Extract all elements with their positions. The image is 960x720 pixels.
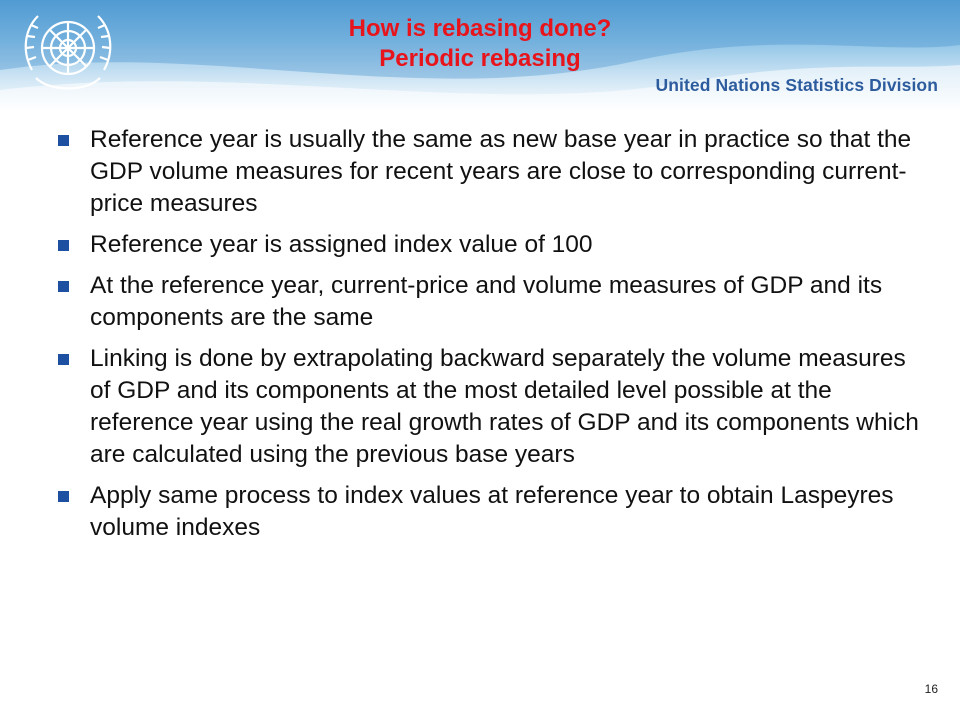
slide-title	[250, 14, 710, 74]
bullet-text: At the reference year, current-price and volume measures of GDP and its components are the same	[90, 272, 883, 331]
square-bullet-icon	[58, 240, 69, 251]
bullet-text: Linking is done by extrapolating backward separately the volume measures of GDP and its components at the most detailed level possible at the reference year using the real growth rates of GDP and its components which are calculated using the previous base years	[90, 345, 919, 468]
bullet-list	[52, 124, 922, 553]
bullet-item	[52, 480, 922, 544]
slide-title-line2: Periodic rebasing	[379, 45, 581, 72]
square-bullet-icon	[58, 135, 69, 146]
bullet-text: Reference year is assigned index value of 100	[90, 231, 593, 258]
slide-header	[0, 0, 960, 112]
organization-name: United Nations Statistics Division	[655, 75, 938, 95]
square-bullet-icon	[58, 281, 69, 292]
bullet-item	[52, 343, 922, 471]
slide-title-line1: How is rebasing done?	[348, 15, 612, 42]
bullet-item	[52, 229, 922, 261]
bullet-item	[52, 124, 922, 220]
bullet-item	[52, 270, 922, 334]
bullet-text: Apply same process to index values at reference year to obtain Laspeyres volume indexes	[90, 482, 894, 541]
page-number: 16	[924, 682, 938, 696]
bullet-text: Reference year is usually the same as new base year in practice so that the GDP volume measures for recent years are close to corresponding current-price measures	[90, 126, 912, 217]
un-emblem-icon	[14, 8, 122, 100]
square-bullet-icon	[58, 354, 69, 365]
square-bullet-icon	[58, 491, 69, 502]
